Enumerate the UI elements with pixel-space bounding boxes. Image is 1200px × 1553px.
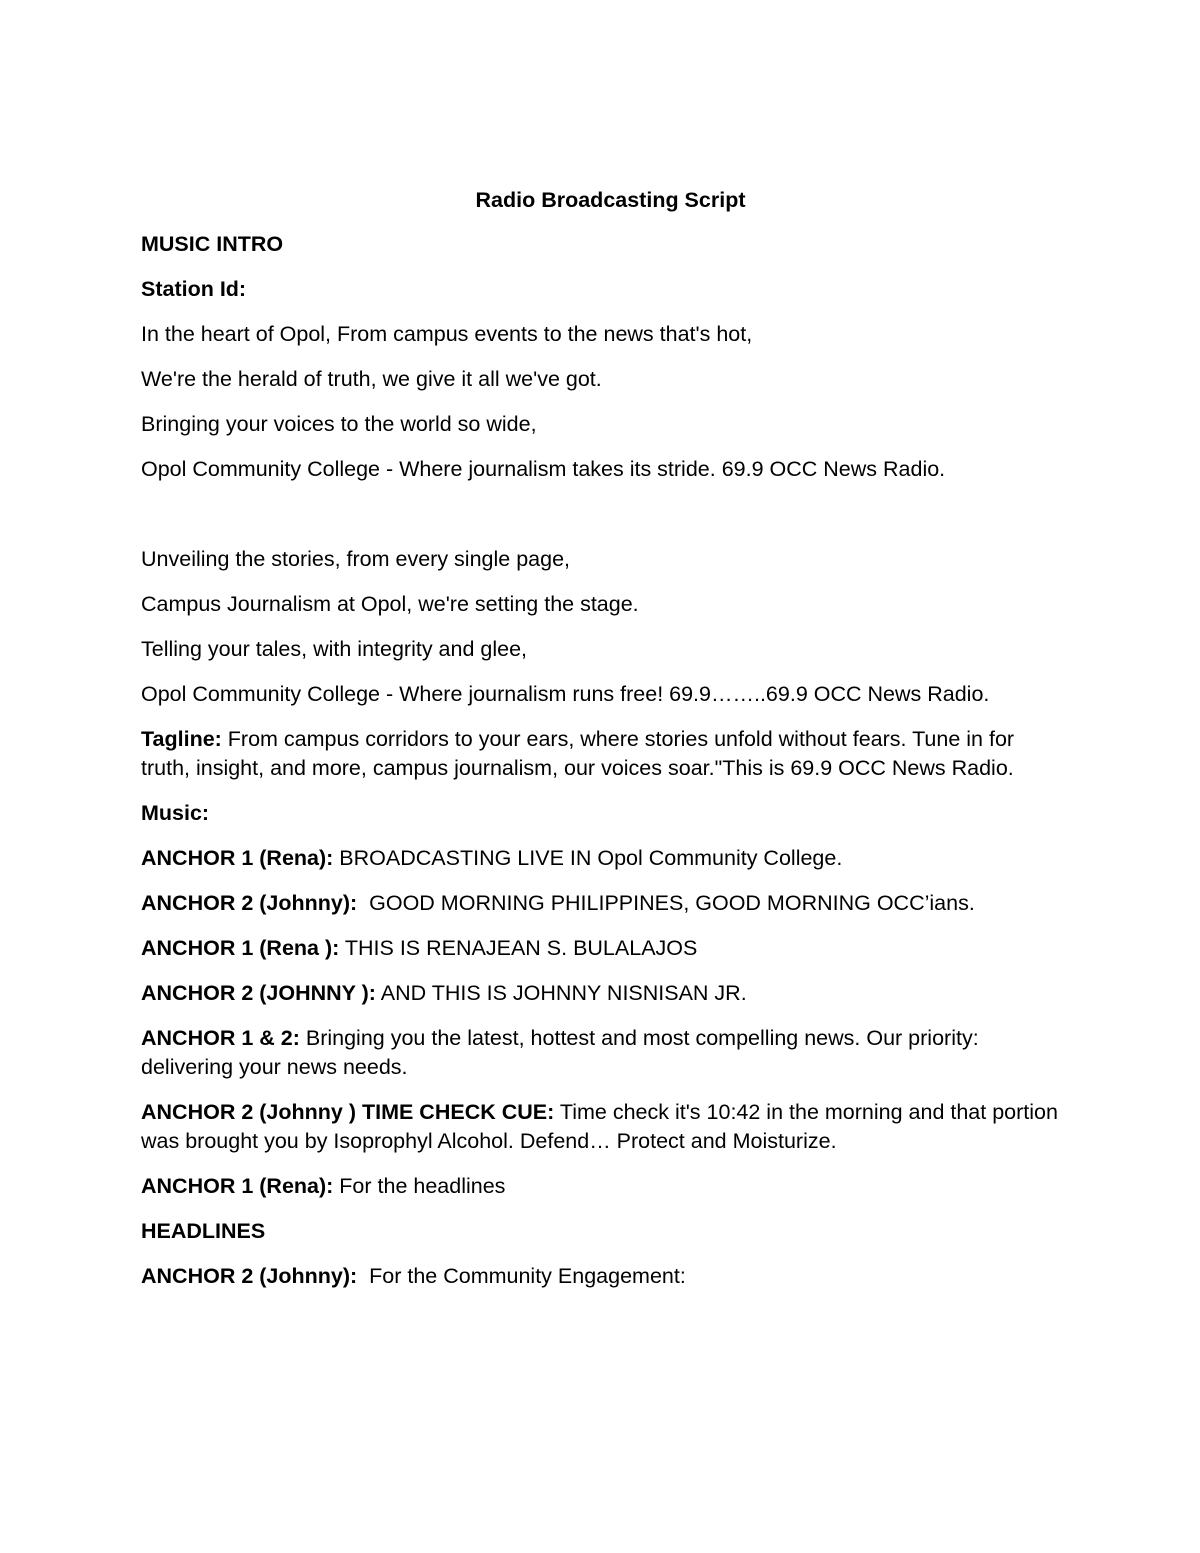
script-line xyxy=(141,979,1066,1008)
verse2-line: Campus Journalism at Opol, we're setting the stage. xyxy=(141,592,639,616)
script-line xyxy=(141,1262,1066,1291)
speaker-label: ANCHOR 2 (Johnny): xyxy=(141,1264,358,1288)
music-intro-heading: MUSIC INTRO xyxy=(141,232,284,256)
script-line xyxy=(141,934,1066,963)
verse2-line: Telling your tales, with integrity and glee, xyxy=(141,637,528,661)
verse1-line: Opol Community College - Where journalism takes its stride. 69.9 OCC News Radio. xyxy=(141,457,946,481)
verse2-line: Opol Community College - Where journalism runs free! 69.9……..69.9 OCC News Radio. xyxy=(141,682,990,706)
blank-line xyxy=(141,500,1066,545)
speaker-label: ANCHOR 2 (Johnny ) TIME CHECK CUE: xyxy=(141,1100,555,1124)
script-line xyxy=(141,1024,1066,1082)
speaker-label: ANCHOR 1 (Rena ): xyxy=(141,936,340,960)
speaker-line: AND THIS IS JOHNNY NISNISAN JR. xyxy=(375,981,747,1005)
tagline-text: From campus corridors to your ears, where stories unfold without fears. Tune in for truth, insight, and more, campus journalism, our voices soar."This is 69.9 OCC News Radio. xyxy=(141,727,1015,780)
tagline-paragraph xyxy=(141,725,1066,783)
speaker-line: For the headlines xyxy=(333,1174,506,1198)
script-line xyxy=(141,889,1066,918)
tagline-label: Tagline: xyxy=(141,727,222,751)
speaker-label: ANCHOR 2 (JOHNNY ): xyxy=(141,981,376,1005)
verse1-line: Bringing your voices to the world so wide, xyxy=(141,412,537,436)
speaker-line: Time check it's 10:42 in the morning and that portion was brought you by Isoprophyl Alcohol. Defend… Protect and Moisturize. xyxy=(141,1100,1058,1153)
verse1-line: In the heart of Opol, From campus events to the news that's hot, xyxy=(141,322,753,346)
headlines-heading: HEADLINES xyxy=(141,1219,266,1243)
speaker-line: GOOD MORNING PHILIPPINES, GOOD MORNING OCC’ians. xyxy=(357,891,975,915)
speaker-label: ANCHOR 1 & 2: xyxy=(141,1026,300,1050)
document-body xyxy=(141,186,1066,1307)
speaker-label: ANCHOR 2 (Johnny): xyxy=(141,891,358,915)
speaker-label: ANCHOR 1 (Rena): xyxy=(141,846,334,870)
verse2-line: Unveiling the stories, from every single page, xyxy=(141,547,571,571)
station-id-heading: Station Id: xyxy=(141,277,247,301)
verse1-line: We're the herald of truth, we give it all we've got. xyxy=(141,367,602,391)
speaker-line: BROADCASTING LIVE IN Opol Community College. xyxy=(333,846,843,870)
script-line xyxy=(141,1098,1066,1156)
speaker-line: THIS IS RENAJEAN S. BULALAJOS xyxy=(339,936,698,960)
script-line xyxy=(141,1172,1066,1201)
script-line xyxy=(141,844,1066,873)
music-heading: Music: xyxy=(141,801,210,825)
speaker-line: Bringing you the latest, hottest and most compelling news. Our priority: delivering your news needs. xyxy=(141,1026,979,1079)
speaker-line: For the Community Engagement: xyxy=(357,1264,686,1288)
document-title: Radio Broadcasting Script xyxy=(475,188,746,212)
speaker-label: ANCHOR 1 (Rena): xyxy=(141,1174,334,1198)
